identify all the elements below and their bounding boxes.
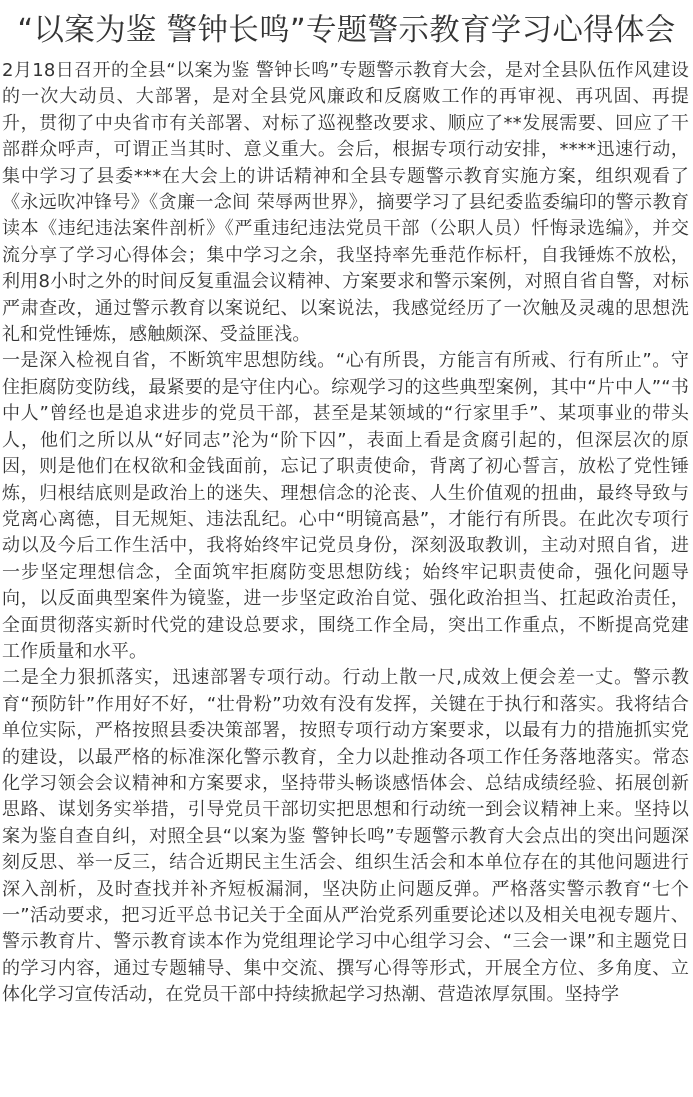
article-body	[0, 58, 693, 1009]
article-title: “以案为鉴 警钟长鸣”专题警示教育学习心得体会	[17, 13, 676, 48]
article-paragraph-point-one: 一是深入检视自省，不断筑牢思想防线。“心有所畏，方能言有所戒、行有所止”。守住拒腐防变防线，最紧要的是守住内心。综观学习的这些典型案例，其中“片中人”“书中人”曾经也是追求进步的党员干部，甚至是某领域的“行家里手”、某项事业的带头人，他们之所以从“好同志”沦为“阶下囚”，表面上看是贪腐引起的，但深层次的原因，则是他们在权欲和金钱面前，忘记了职责使命，背离了初心誓言，放松了党性锤炼，归根结底则是政治上的迷失、理想信念的沦丧、人生价值观的扭曲，最终导致与党离心离德，目无规矩、违法乱纪。心中“明镜高悬”，才能行有所畏。在此次专项行动以及今后工作生活中，我将始终牢记党员身份，深刻汲取教训，主动对照自省，进一步坚定理想信念，全面筑牢拒腐防变思想防线；始终牢记职责使命，强化问题导向，以反面典型案件为镜鉴，进一步坚定政治自觉、强化政治担当、扛起政治责任，全面贯彻落实新时代党的建设总要求，围绕工作全局，突出工作重点，不断提高党建工作质量和水平。	[2, 350, 689, 662]
article-paragraph-point-two: 二是全力狠抓落实，迅速部署专项行动。行动上散一尺,成效上便会差一丈。警示教育“预防针”作用好不好，“壮骨粉”功效有没有发挥，关键在于执行和落实。我将结合单位实际，严格按照县委决策部署，按照专项行动方案要求，以最有力的措施抓实党的建设，以最严格的标准深化警示教育，全力以赴推动各项工作任务落地落实。常态化学习领会会议精神和方案要求，坚持带头畅谈感悟体会、总结成绩经验、拓展创新思路、谋划务实举措，引导党员干部切实把思想和行动统一到会议精神上来。坚持以案为鉴自查自纠，对照全县“以案为鉴 警钟长鸣”专题警示教育大会点出的突出问题深刻反思、举一反三，结合近期民主生活会、组织生活会和本单位存在的其他问题进行深入剖析，及时查找并补齐短板漏洞，坚决防止问题反弹。严格落实警示教育“七个一”活动要求，把习近平总书记关于全面从严治党系列重要论述以及相关电视专题片、警示教育片、警示教育读本作为党组理论学习中心组学习会、“三会一课”和主题党日的学习内容，通过专题辅导、集中交流、撰写心得等形式，开展全方位、多角度、立体化学习宣传活动，在党员干部中持续掀起学习热潮、营造浓厚氛围。坚持学	[2, 667, 689, 1006]
article-paragraph-intro: 2月18日召开的全县“以案为鉴 警钟长鸣”专题警示教育大会，是对全县队伍作风建设的一次大动员、大部署，是对全县党风廉政和反腐败工作的再审视、再巩固、再提升，贯彻了中央省市有关部署、对标了巡视整改要求、顺应了**发展需要、回应了干部群众呼声，可谓正当其时、意义重大。会后，根据专项行动安排，****迅速行动，集中学习了县委***在大会上的讲话精神和全县专题警示教育实施方案，组织观看了《永远吹冲锋号》《贪廉一念间 荣辱两世界》，摘要学习了县纪委监委编印的警示教育读本《违纪违法案件剖析》《严重违纪违法党员干部（公职人员）忏悔录选编》，并交流分享了学习心得体会；集中学习之余，我坚持率先垂范作标杆，自我锤炼不放松，利用8小时之外的时间反复重温会议精神、方案要求和警示案例，对照自省自警，对标严肃查改，通过警示教育以案说纪、以案说法，我感觉经历了一次触及灵魂的思想洗礼和党性锤炼，感触颇深、受益匪浅。	[2, 60, 689, 346]
